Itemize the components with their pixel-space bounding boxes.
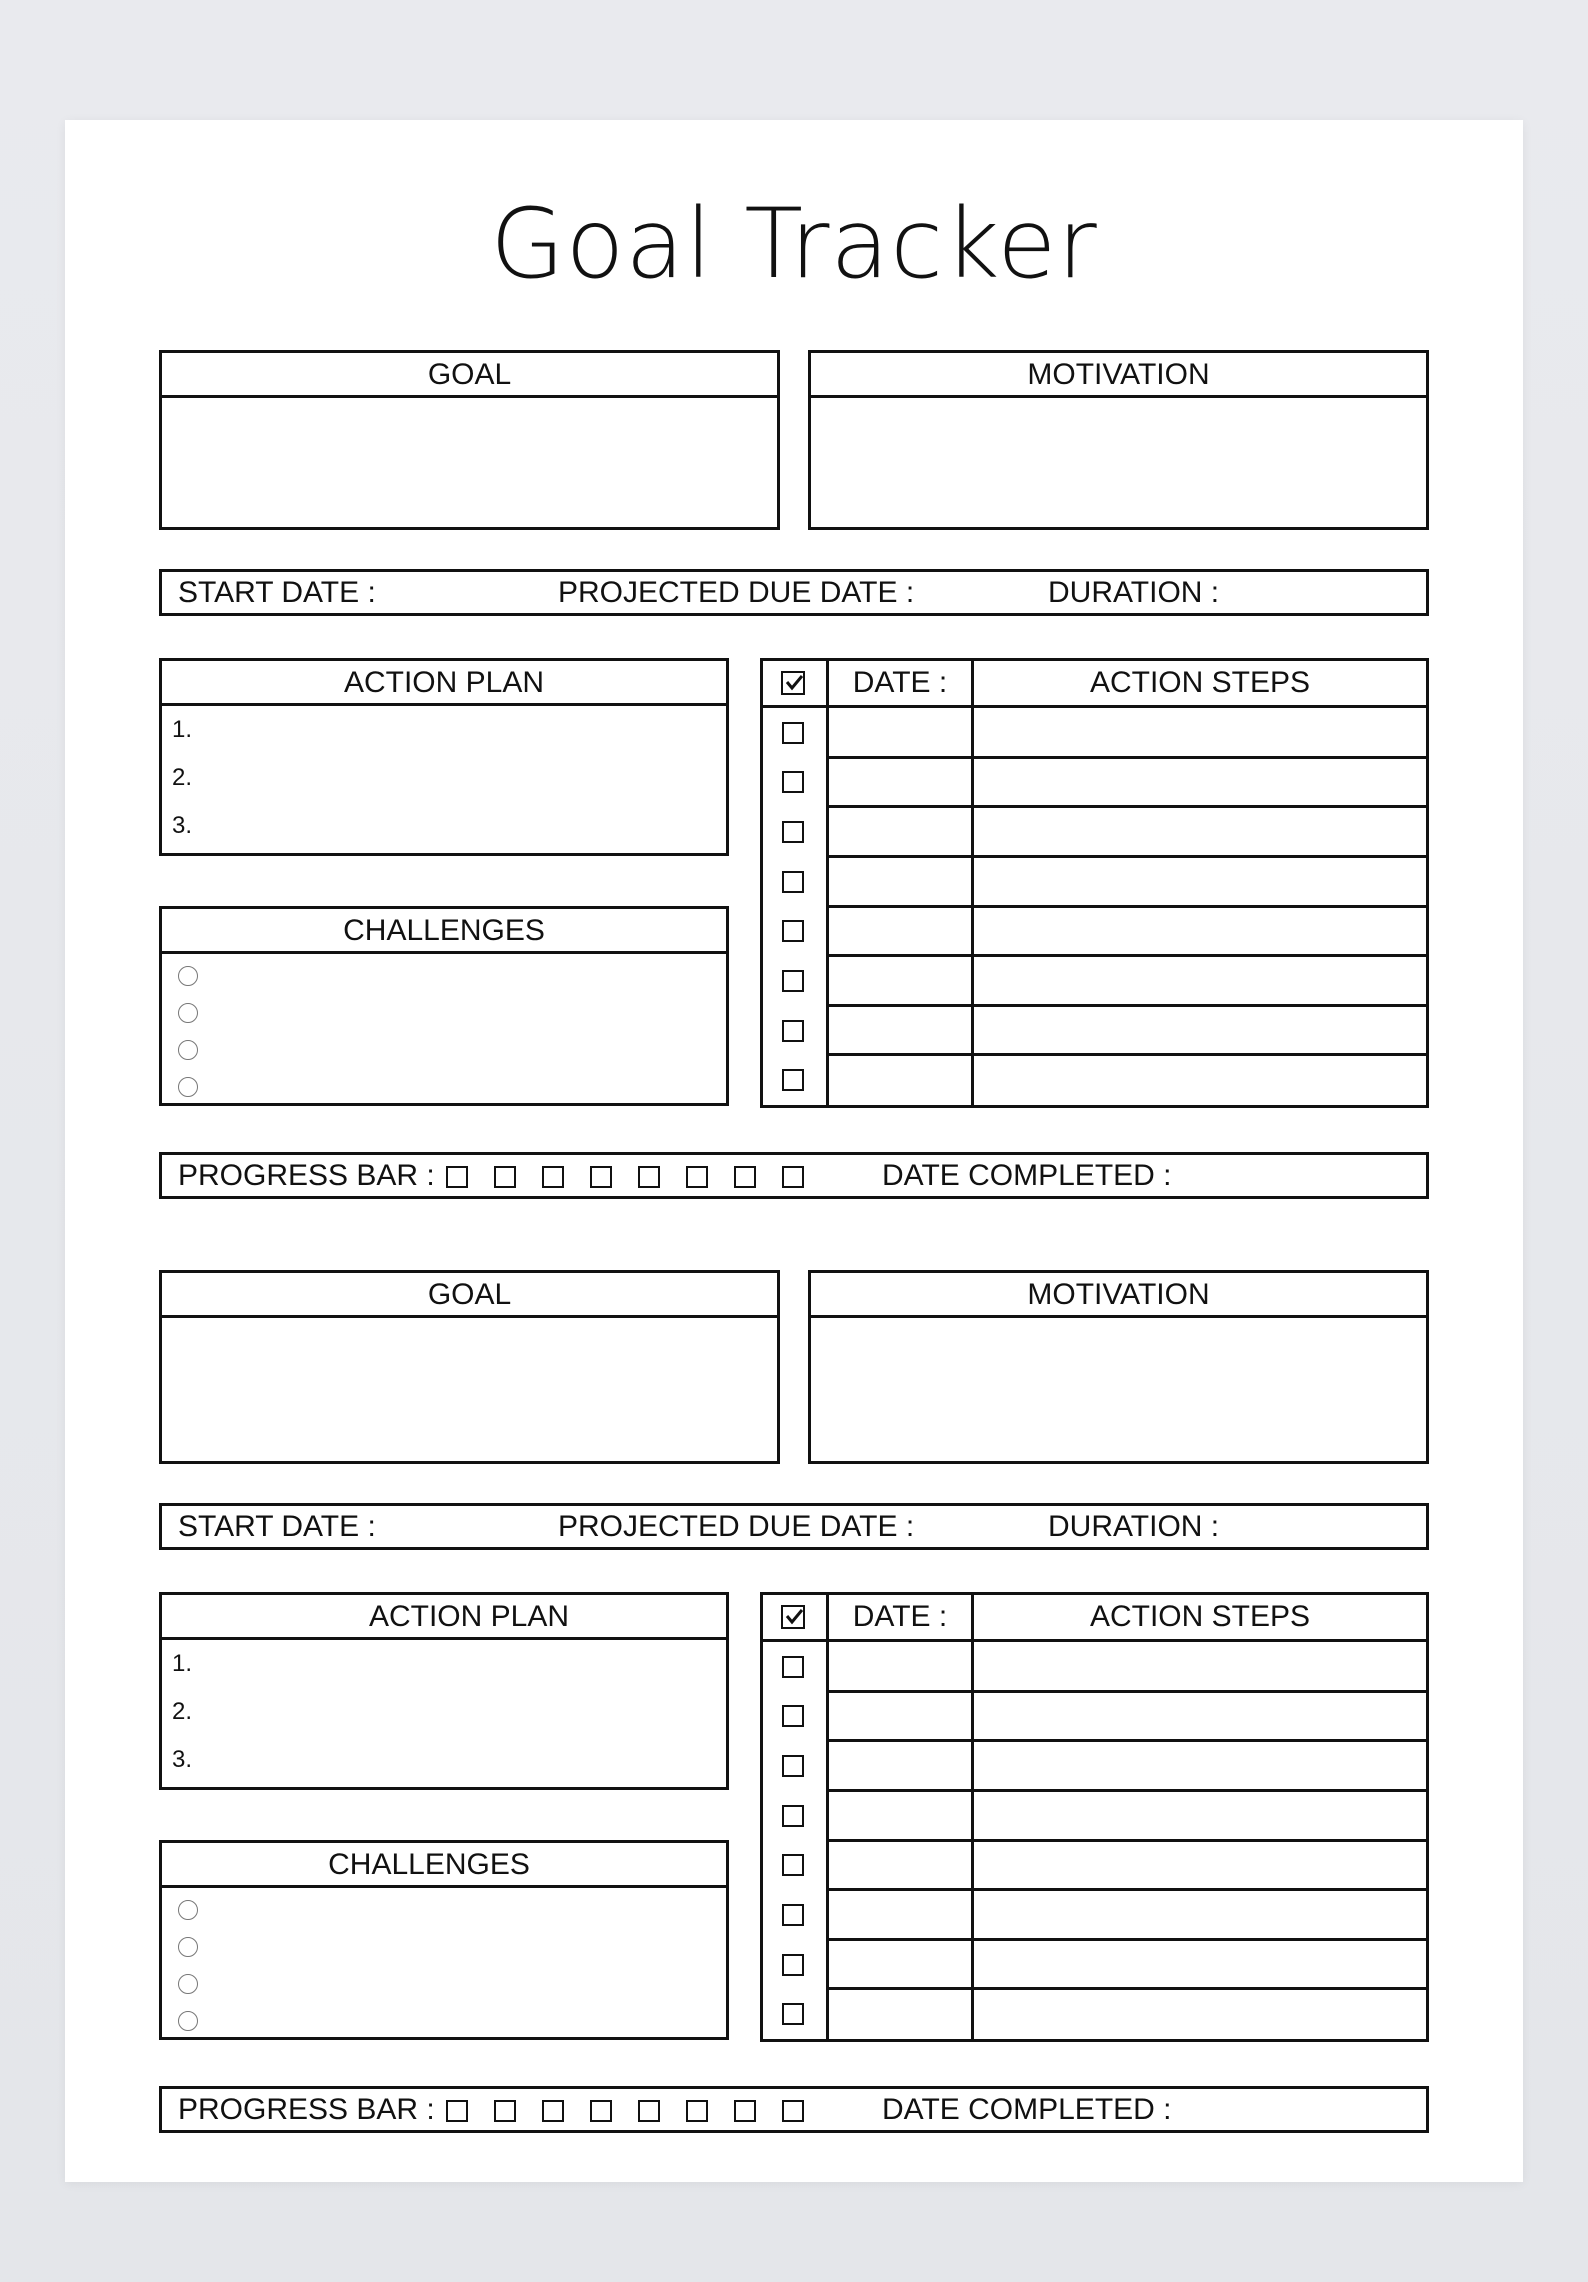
progress-bar-label: PROGRESS BAR : [178,2093,435,2126]
action-plan-item-number: 2. [172,1698,193,1725]
challenge-bullet-icon[interactable] [178,1003,198,1023]
goal-heading: GOAL [162,1273,777,1318]
date-column-header: DATE : [852,1600,948,1633]
step-date-cell[interactable] [829,1741,971,1788]
progress-bar-label: PROGRESS BAR : [178,1159,435,1192]
progress-checkbox[interactable] [638,2100,660,2122]
step-action-cell[interactable] [974,758,1426,805]
step-action-cell[interactable] [974,1692,1426,1739]
step-date-cell[interactable] [829,1940,971,1987]
projected-due-date-label: PROJECTED DUE DATE : [558,1510,915,1543]
action-steps-column-header: ACTION STEPS [1089,666,1311,699]
step-date-cell[interactable] [829,807,971,854]
step-action-cell[interactable] [974,807,1426,854]
progress-checkbox[interactable] [782,1166,804,1188]
motivation-box[interactable] [808,1270,1429,1464]
step-date-cell[interactable] [829,1890,971,1937]
step-checkbox[interactable] [782,1954,804,1976]
motivation-heading: MOTIVATION [811,1273,1426,1318]
action-plan-heading: ACTION PLAN [162,661,726,706]
step-date-cell[interactable] [829,758,971,805]
challenge-bullet-icon[interactable] [178,1077,198,1097]
progress-checkbox[interactable] [686,2100,708,2122]
challenges-box[interactable] [159,906,729,1106]
dates-bar[interactable] [159,1503,1429,1550]
step-checkbox[interactable] [782,1020,804,1042]
action-plan-item-number: 1. [172,1650,193,1677]
step-date-cell[interactable] [829,857,971,904]
progress-checkbox[interactable] [590,2100,612,2122]
step-checkbox[interactable] [782,722,804,744]
date-completed-label: DATE COMPLETED : [882,2093,1172,2126]
start-date-label: START DATE : [178,576,376,609]
step-action-cell[interactable] [974,1055,1426,1102]
challenge-bullet-icon[interactable] [178,1937,198,1957]
planner-page [65,120,1523,2182]
progress-checkbox[interactable] [590,1166,612,1188]
step-checkbox[interactable] [782,1755,804,1777]
progress-checkbox[interactable] [686,1166,708,1188]
duration-label: DURATION : [1048,1510,1220,1543]
step-action-cell[interactable] [974,1989,1426,2036]
step-action-cell[interactable] [974,1940,1426,1987]
step-action-cell[interactable] [974,956,1426,1003]
step-checkbox[interactable] [782,1854,804,1876]
projected-due-date-label: PROJECTED DUE DATE : [558,576,915,609]
motivation-box[interactable] [808,350,1429,530]
progress-checkbox[interactable] [446,2100,468,2122]
step-action-cell[interactable] [974,1841,1426,1888]
dates-bar[interactable] [159,569,1429,616]
step-checkbox[interactable] [782,970,804,992]
page-title: Goal Tracker [490,188,1098,300]
step-checkbox[interactable] [782,821,804,843]
progress-bar-row [159,1152,1429,1199]
step-checkbox[interactable] [782,1069,804,1091]
step-checkbox[interactable] [782,1805,804,1827]
motivation-heading: MOTIVATION [811,353,1426,398]
step-checkbox[interactable] [782,871,804,893]
goal-heading: GOAL [162,353,777,398]
action-plan-heading: ACTION PLAN [162,1595,726,1640]
duration-label: DURATION : [1048,576,1220,609]
step-checkbox[interactable] [782,1904,804,1926]
step-date-cell[interactable] [829,1791,971,1838]
challenge-bullet-icon[interactable] [178,2011,198,2031]
action-steps-table [760,658,1429,1108]
step-date-cell[interactable] [829,907,971,954]
step-action-cell[interactable] [974,1006,1426,1053]
step-checkbox[interactable] [782,771,804,793]
step-date-cell[interactable] [829,956,971,1003]
step-action-cell[interactable] [974,1890,1426,1937]
action-plan-item-number: 1. [172,716,193,743]
action-steps-column-header: ACTION STEPS [1089,1600,1311,1633]
step-checkbox[interactable] [782,2003,804,2025]
progress-checkbox[interactable] [446,1166,468,1188]
date-column-header: DATE : [852,666,948,699]
step-date-cell[interactable] [829,1642,971,1689]
action-plan-item-number: 3. [172,1746,193,1773]
challenges-heading: CHALLENGES [162,909,726,954]
progress-checkbox[interactable] [542,2100,564,2122]
progress-checkbox[interactable] [542,1166,564,1188]
checkmark-header-icon [781,671,805,695]
progress-checkbox[interactable] [638,1166,660,1188]
step-date-cell[interactable] [829,1841,971,1888]
goal-box[interactable] [159,1270,780,1464]
step-action-cell[interactable] [974,1791,1426,1838]
progress-bar-row [159,2086,1429,2133]
challenge-bullet-icon[interactable] [178,1040,198,1060]
date-completed-label: DATE COMPLETED : [882,1159,1172,1192]
goal-box[interactable] [159,350,780,530]
action-steps-table [760,1592,1429,2042]
challenge-bullet-icon[interactable] [178,1974,198,1994]
step-checkbox[interactable] [782,920,804,942]
step-action-cell[interactable] [974,708,1426,755]
challenges-heading: CHALLENGES [162,1843,726,1888]
challenge-bullet-icon[interactable] [178,966,198,986]
step-checkbox[interactable] [782,1656,804,1678]
step-date-cell[interactable] [829,708,971,755]
action-plan-box[interactable] [159,658,729,856]
progress-checkbox[interactable] [734,2100,756,2122]
start-date-label: START DATE : [178,1510,376,1543]
action-plan-box[interactable] [159,1592,729,1790]
action-plan-item-number: 2. [172,764,193,791]
step-checkbox[interactable] [782,1705,804,1727]
step-action-cell[interactable] [974,1642,1426,1689]
action-plan-item-number: 3. [172,812,193,839]
progress-checkbox[interactable] [782,2100,804,2122]
step-action-cell[interactable] [974,857,1426,904]
step-date-cell[interactable] [829,1692,971,1739]
step-action-cell[interactable] [974,907,1426,954]
checkmark-header-icon [781,1605,805,1629]
progress-checkbox[interactable] [494,1166,516,1188]
step-action-cell[interactable] [974,1741,1426,1788]
step-date-cell[interactable] [829,1989,971,2036]
progress-checkbox[interactable] [494,2100,516,2122]
challenge-bullet-icon[interactable] [178,1900,198,1920]
step-date-cell[interactable] [829,1055,971,1102]
challenges-box[interactable] [159,1840,729,2040]
step-date-cell[interactable] [829,1006,971,1053]
progress-checkbox[interactable] [734,1166,756,1188]
